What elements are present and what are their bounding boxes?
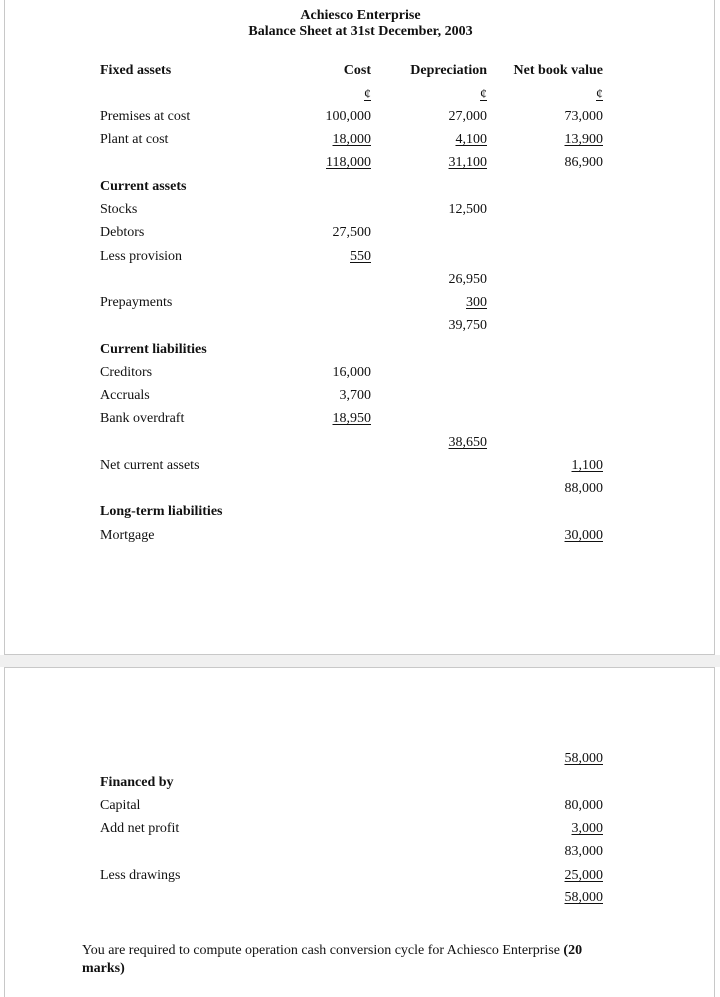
currency-nbv: ¢	[596, 87, 603, 102]
currency-row	[5, 85, 716, 105]
stocks-label: Stocks	[100, 202, 138, 217]
current-liabilities-heading-row	[5, 340, 716, 360]
fixed-assets-heading: Fixed assets	[100, 63, 172, 78]
provision-label: Less provision	[100, 249, 183, 264]
overdraft-label: Bank overdraft	[100, 411, 185, 426]
drawings-row	[5, 866, 716, 886]
page-gap	[0, 655, 720, 667]
profit-value: 3,000	[571, 821, 603, 836]
question-marks: (20 marks)	[82, 943, 583, 976]
total-nbv: 86,900	[564, 155, 603, 170]
nbv-header: Net book value	[513, 63, 603, 78]
total-dep: 31,100	[448, 155, 487, 170]
current-assets-heading: Current assets	[100, 179, 187, 194]
column-header-row	[5, 61, 716, 81]
debtors-row	[5, 223, 716, 243]
page-1	[4, 0, 715, 655]
plant-cost: 18,000	[332, 132, 371, 147]
drawings-value: 25,000	[564, 868, 603, 883]
prepayments-label: Prepayments	[100, 295, 173, 310]
stocks-value: 12,500	[448, 202, 487, 217]
premises-nbv: 73,000	[564, 109, 603, 124]
long-term-heading: Long-term liabilities	[100, 504, 223, 519]
net-current-assets-row	[5, 456, 716, 476]
plant-dep: 4,100	[455, 132, 487, 147]
debtors-value: 27,500	[332, 225, 371, 240]
long-term-heading-row	[5, 502, 716, 522]
capital-label: Capital	[100, 798, 141, 813]
subtotal-value: 88,000	[564, 481, 603, 496]
prepayments-value: 300	[466, 295, 487, 310]
financed-heading: Financed by	[100, 775, 174, 790]
prepayments-row	[5, 293, 716, 313]
premises-label: Premises at cost	[100, 109, 191, 124]
creditors-value: 16,000	[332, 365, 371, 380]
mortgage-label: Mortgage	[100, 528, 155, 543]
equity-subtotal-row	[5, 842, 716, 862]
current-assets-total-row	[5, 316, 716, 336]
provision-value: 550	[350, 249, 371, 264]
mortgage-row	[5, 526, 716, 546]
accruals-value: 3,700	[339, 388, 371, 403]
depreciation-header: Depreciation	[410, 63, 487, 78]
accruals-label: Accruals	[100, 388, 150, 403]
net-assets-row	[5, 749, 716, 769]
equity-subtotal-value: 83,000	[564, 844, 603, 859]
drawings-label: Less drawings	[100, 868, 181, 883]
currency-cost: ¢	[364, 87, 371, 102]
financed-heading-row	[5, 773, 716, 793]
stocks-row	[5, 200, 716, 220]
debtors-label: Debtors	[100, 225, 145, 240]
net-debtors-value: 26,950	[448, 272, 487, 287]
current-liabilities-heading: Current liabilities	[100, 342, 207, 357]
current-assets-heading-row	[5, 177, 716, 197]
profit-label: Add net profit	[100, 821, 180, 836]
capital-value: 80,000	[564, 798, 603, 813]
premises-cost: 100,000	[325, 109, 371, 124]
net-current-assets-label: Net current assets	[100, 458, 200, 473]
subtotal-row	[5, 479, 716, 499]
premises-dep: 27,000	[448, 109, 487, 124]
plant-nbv: 13,900	[564, 132, 603, 147]
accruals-row	[5, 386, 716, 406]
overdraft-row	[5, 409, 716, 429]
equity-total-value: 58,000	[564, 890, 603, 905]
profit-row	[5, 819, 716, 839]
sheet-subtitle: Balance Sheet at 31st December, 2003	[248, 24, 473, 39]
equity-total-row	[5, 888, 716, 908]
provision-row	[5, 247, 716, 267]
question-body: You are required to compute operation cash conversion cycle for Achiesco Enterprise	[82, 943, 564, 958]
current-liabilities-total: 38,650	[448, 435, 487, 450]
current-liabilities-total-row	[5, 433, 716, 453]
current-assets-total: 39,750	[448, 318, 487, 333]
creditors-label: Creditors	[100, 365, 153, 380]
plant-row	[5, 130, 716, 150]
creditors-row	[5, 363, 716, 383]
currency-dep: ¢	[480, 87, 487, 102]
plant-label: Plant at cost	[100, 132, 169, 147]
mortgage-value: 30,000	[564, 528, 603, 543]
net-debtors-row	[5, 270, 716, 290]
overdraft-value: 18,950	[332, 411, 371, 426]
cost-header: Cost	[343, 63, 371, 78]
net-assets-value: 58,000	[564, 751, 603, 766]
fixed-total-row	[5, 153, 716, 173]
net-current-assets-value: 1,100	[571, 458, 603, 473]
capital-row	[5, 796, 716, 816]
total-cost: 118,000	[326, 155, 371, 170]
premises-row	[5, 107, 716, 127]
company-name: Achiesco Enterprise	[300, 8, 421, 23]
